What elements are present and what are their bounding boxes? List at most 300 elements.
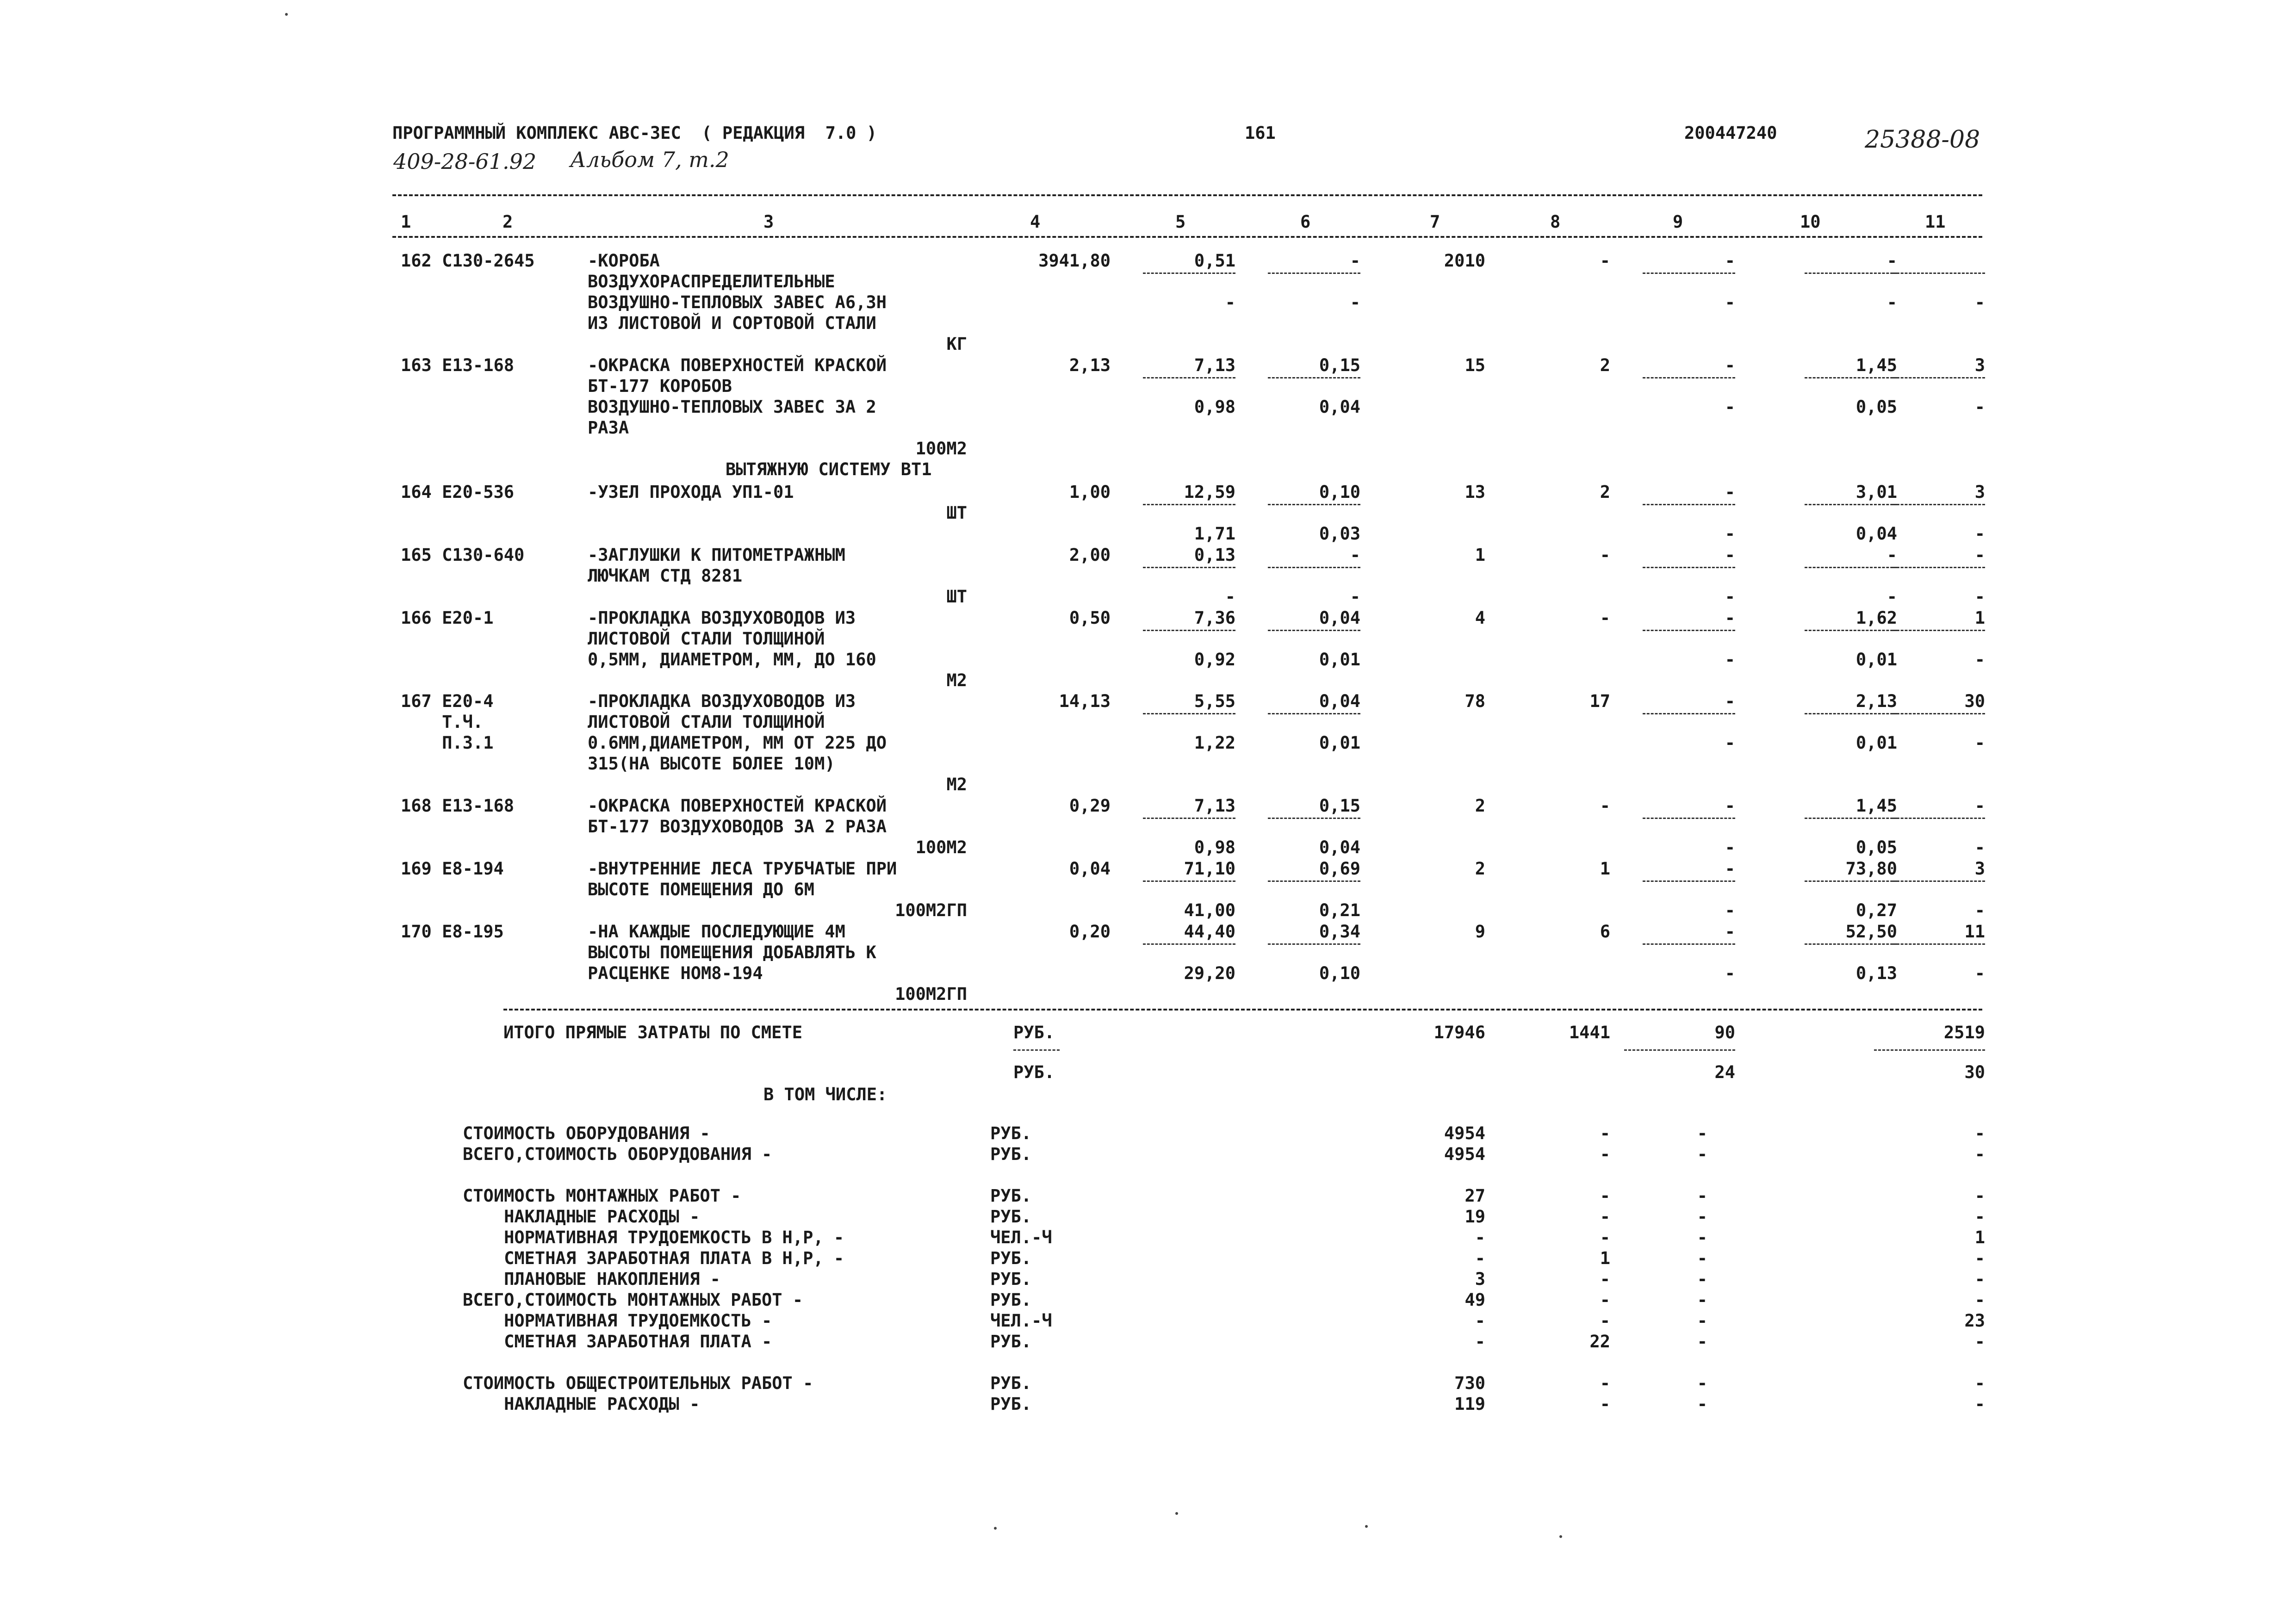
summary-col9-1: - bbox=[1697, 1144, 1707, 1164]
row-8-line-3-col-1: 100М2ГП bbox=[895, 984, 967, 1004]
summary-unit-6: РУБ. bbox=[990, 1248, 1032, 1268]
value-pair-rule bbox=[1893, 567, 1985, 568]
row-5-line-2-col-1: 0.6ММ,ДИАМЕТРОМ, ММ ОТ 225 ДО bbox=[588, 733, 887, 753]
value-pair-rule bbox=[1893, 504, 1985, 505]
row-6-line-2-col-3: 0,98 bbox=[1194, 837, 1235, 857]
row-6-line-0-col-4: 0,15 bbox=[1319, 796, 1360, 816]
row-8-line-2-col-1: РАСЦЕНКЕ НОМ8-194 bbox=[588, 963, 763, 983]
value-pair-rule bbox=[1143, 880, 1235, 882]
summary-col9-5: - bbox=[1697, 1228, 1707, 1247]
summary-col8-5: - bbox=[1600, 1228, 1610, 1247]
summary-label-8: ВСЕГО,СТОИМОСТЬ МОНТАЖНЫХ РАБОТ - bbox=[463, 1290, 803, 1310]
totals-unit-second: РУБ. bbox=[1013, 1062, 1055, 1082]
row-8-line-0-col-6: 6 bbox=[1600, 922, 1610, 942]
including-label: В ТОМ ЧИСЛЕ: bbox=[763, 1085, 887, 1104]
value-pair-rule bbox=[1143, 504, 1235, 505]
value-pair-rule bbox=[1268, 504, 1360, 505]
row-7-line-0-col-6: 1 bbox=[1600, 859, 1610, 879]
totals-col11-rule bbox=[1874, 1049, 1985, 1051]
summary-col7-4: 19 bbox=[1464, 1207, 1485, 1227]
row-0-line-0-col-5: 2010 bbox=[1444, 251, 1485, 271]
value-pair-rule bbox=[1643, 818, 1735, 819]
summary-col11-9: 23 bbox=[1964, 1311, 1985, 1331]
summary-col11-4: - bbox=[1974, 1207, 1985, 1227]
scan-speck bbox=[1365, 1525, 1368, 1528]
row-0-line-0-col-7: - bbox=[1725, 251, 1735, 271]
row-2-line-2-col-7: - bbox=[1725, 524, 1735, 544]
summary-col7-5: - bbox=[1475, 1228, 1485, 1247]
row-0-line-2-col-4: - bbox=[1350, 292, 1360, 312]
row-7-line-2-col-8: 0,27 bbox=[1855, 900, 1897, 920]
row-2-line-0-col-0: 164 Е20-536 bbox=[401, 482, 515, 502]
summary-unit-3: РУБ. bbox=[990, 1186, 1032, 1206]
row-8-line-2-col-8: 0,13 bbox=[1855, 963, 1897, 983]
row-3-line-0-col-0: 165 С130-640 bbox=[401, 545, 525, 565]
summary-col8-3: - bbox=[1600, 1186, 1610, 1206]
row-3-line-2-col-7: - bbox=[1725, 587, 1735, 607]
summary-label-6: СМЕТНАЯ ЗАРАБОТНАЯ ПЛАТА В Н,Р, - bbox=[463, 1248, 844, 1268]
row-3-line-0-col-7: - bbox=[1725, 545, 1735, 565]
row-3-line-0-col-3: 0,13 bbox=[1194, 545, 1235, 565]
summary-col11-8: - bbox=[1974, 1290, 1985, 1310]
row-4-line-1-col-1: ЛИСТОВОЙ СТАЛИ ТОЛЩИНОЙ bbox=[588, 629, 825, 649]
row-5-line-2-col-0: П.3.1 bbox=[401, 733, 494, 753]
row-4-line-3-col-1: М2 bbox=[946, 670, 967, 690]
row-5-line-0-col-4: 0,04 bbox=[1319, 691, 1360, 711]
row-4-line-2-col-9: - bbox=[1974, 650, 1985, 670]
row-7-line-1-col-1: ВЫСОТЕ ПОМЕЩЕНИЯ ДО 6М bbox=[588, 880, 815, 899]
value-pair-rule bbox=[1805, 273, 1897, 274]
header-rule-bottom bbox=[392, 236, 1982, 238]
row-3-line-2-col-9: - bbox=[1974, 587, 1985, 607]
summary-col11-0: - bbox=[1974, 1123, 1985, 1143]
row-6-line-2-col-1: 100М2 bbox=[915, 837, 967, 857]
row-0-line-0-col-4: - bbox=[1350, 251, 1360, 271]
row-4-line-0-col-1: -ПРОКЛАДКА ВОЗДУХОВОДОВ ИЗ bbox=[588, 608, 856, 628]
row-1-line-2-col-9: - bbox=[1974, 397, 1985, 417]
summary-col8-6: 1 bbox=[1600, 1248, 1610, 1268]
row-7-line-0-col-3: 71,10 bbox=[1184, 859, 1235, 879]
summary-label-5: НОРМАТИВНАЯ ТРУДОЕМКОСТЬ В Н,Р, - bbox=[463, 1228, 844, 1247]
row-1-line-2-col-4: 0,04 bbox=[1319, 397, 1360, 417]
summary-col9-8: - bbox=[1697, 1290, 1707, 1310]
row-0-line-2-col-7: - bbox=[1725, 292, 1735, 312]
summary-label-13: НАКЛАДНЫЕ РАСХОДЫ - bbox=[463, 1394, 700, 1414]
row-7-line-0-col-0: 169 Е8-194 bbox=[401, 859, 504, 879]
row-7-line-2-col-9: - bbox=[1974, 900, 1985, 920]
row-8-line-0-col-9: 11 bbox=[1964, 922, 1985, 942]
totals-col7: 17946 bbox=[1433, 1023, 1485, 1042]
row-6-line-0-col-5: 2 bbox=[1475, 796, 1485, 816]
row-8-line-1-col-1: ВЫСОТЫ ПОМЕЩЕНИЯ ДОБАВЛЯТЬ К bbox=[588, 942, 876, 962]
row-6-line-0-col-2: 0,29 bbox=[1069, 796, 1111, 816]
value-pair-rule bbox=[1268, 713, 1360, 714]
row-5-line-0-col-0: 167 Е20-4 bbox=[401, 691, 494, 711]
row-7-line-0-col-4: 0,69 bbox=[1319, 859, 1360, 879]
value-pair-rule bbox=[1143, 713, 1235, 714]
value-pair-rule bbox=[1143, 818, 1235, 819]
row-7-line-0-col-5: 2 bbox=[1475, 859, 1485, 879]
row-5-line-2-col-9: - bbox=[1974, 733, 1985, 753]
totals-unit: РУБ. bbox=[1013, 1023, 1055, 1042]
row-0-line-1-col-1: ВОЗДУХОРАСПРЕДЕЛИТЕЛЬНЫЕ bbox=[588, 272, 835, 291]
row-1-line-2-col-7: - bbox=[1725, 397, 1735, 417]
row-0-line-2-col-9: - bbox=[1974, 292, 1985, 312]
row-0-line-2-col-3: - bbox=[1225, 292, 1235, 312]
summary-label-9: НОРМАТИВНАЯ ТРУДОЕМКОСТЬ - bbox=[463, 1311, 772, 1331]
row-4-line-2-col-4: 0,01 bbox=[1319, 650, 1360, 670]
row-4-line-0-col-3: 7,36 bbox=[1194, 608, 1235, 628]
row-8-line-0-col-4: 0,34 bbox=[1319, 922, 1360, 942]
row-1-line-2-col-8: 0,05 bbox=[1855, 397, 1897, 417]
value-pair-rule bbox=[1643, 273, 1735, 274]
program-title: ПРОГРАММНЫЙ КОМПЛЕКС АВС-ЗЕС ( РЕДАКЦИЯ 7.0 ) bbox=[392, 123, 877, 143]
summary-col7-3: 27 bbox=[1464, 1186, 1485, 1206]
summary-label-7: ПЛАНОВЫЕ НАКОПЛЕНИЯ - bbox=[463, 1269, 720, 1289]
summary-col9-10: - bbox=[1697, 1332, 1707, 1352]
summary-col11-3: - bbox=[1974, 1186, 1985, 1206]
row-4-line-0-col-2: 0,50 bbox=[1069, 608, 1111, 628]
totals-label: ИТОГО ПРЯМЫЕ ЗАТРАТЫ ПО СМЕТЕ bbox=[503, 1023, 803, 1042]
handwritten-doc-number: 25388-08 bbox=[1865, 126, 1980, 154]
row-8-line-0-col-0: 170 Е8-195 bbox=[401, 922, 504, 942]
row-1-line-2-col-3: 0,98 bbox=[1194, 397, 1235, 417]
row-7-line-2-col-7: - bbox=[1725, 900, 1735, 920]
value-pair-rule bbox=[1805, 504, 1897, 505]
summary-label-4: НАКЛАДНЫЕ РАСХОДЫ - bbox=[463, 1207, 700, 1227]
row-1-line-0-col-1: -ОКРАСКА ПОВЕРХНОСТЕЙ КРАСКОЙ bbox=[588, 355, 887, 375]
row-3-line-2-col-8: - bbox=[1886, 587, 1897, 607]
row-0-line-3-col-1: ИЗ ЛИСТОВОЙ И СОРТОВОЙ СТАЛИ bbox=[588, 313, 876, 333]
value-pair-rule bbox=[1805, 880, 1897, 882]
summary-label-1: ВСЕГО,СТОИМОСТЬ ОБОРУДОВАНИЯ - bbox=[463, 1144, 772, 1164]
row-0-line-0-col-3: 0,51 bbox=[1194, 251, 1235, 271]
column-number-7: 7 bbox=[1430, 212, 1440, 232]
summary-unit-7: РУБ. bbox=[990, 1269, 1032, 1289]
value-pair-rule bbox=[1643, 630, 1735, 631]
summary-col9-9: - bbox=[1697, 1311, 1707, 1331]
row-5-line-0-col-8: 2,13 bbox=[1855, 691, 1897, 711]
row-7-line-0-col-8: 73,80 bbox=[1845, 859, 1897, 879]
row-7-line-0-col-9: 3 bbox=[1974, 859, 1985, 879]
row-0-line-0-col-6: - bbox=[1600, 251, 1610, 271]
row-6-line-0-col-0: 168 Е13-168 bbox=[401, 796, 515, 816]
row-3-line-0-col-9: - bbox=[1974, 545, 1985, 565]
value-pair-rule bbox=[1268, 818, 1360, 819]
row-4-line-0-col-6: - bbox=[1600, 608, 1610, 628]
summary-unit-4: РУБ. bbox=[990, 1207, 1032, 1227]
row-7-line-0-col-7: - bbox=[1725, 859, 1735, 879]
summary-label-3: СТОИМОСТЬ МОНТАЖНЫХ РАБОТ - bbox=[463, 1186, 741, 1206]
totals-col9: 90 bbox=[1714, 1023, 1735, 1042]
summary-col7-6: - bbox=[1475, 1248, 1485, 1268]
row-6-line-2-col-9: - bbox=[1974, 837, 1985, 857]
album-reference: Альбом 7, т.2 bbox=[570, 147, 729, 172]
row-5-line-0-col-6: 17 bbox=[1589, 691, 1610, 711]
summary-label-0: СТОИМОСТЬ ОБОРУДОВАНИЯ - bbox=[463, 1123, 710, 1143]
row-0-line-0-col-0: 162 С130-2645 bbox=[401, 251, 535, 271]
summary-col8-9: - bbox=[1600, 1311, 1610, 1331]
column-number-6: 6 bbox=[1300, 212, 1311, 232]
totals-col9-rule bbox=[1624, 1049, 1735, 1051]
summary-unit-12: РУБ. bbox=[990, 1373, 1032, 1393]
summary-label-10: СМЕТНАЯ ЗАРАБОТНАЯ ПЛАТА - bbox=[463, 1332, 772, 1352]
summary-col11-10: - bbox=[1974, 1332, 1985, 1352]
row-6-line-2-col-8: 0,05 bbox=[1855, 837, 1897, 857]
row-1-line-0-col-5: 15 bbox=[1464, 355, 1485, 375]
totals-col11: 2519 bbox=[1943, 1023, 1985, 1042]
row-6-line-2-col-7: - bbox=[1725, 837, 1735, 857]
row-3-line-0-col-4: - bbox=[1350, 545, 1360, 565]
value-pair-rule bbox=[1805, 377, 1897, 378]
value-pair-rule bbox=[1143, 567, 1235, 568]
row-3-line-0-col-5: 1 bbox=[1475, 545, 1485, 565]
scan-speck bbox=[1175, 1512, 1178, 1515]
row-1-line-0-col-7: - bbox=[1725, 355, 1735, 375]
row-3-line-0-col-2: 2,00 bbox=[1069, 545, 1111, 565]
row-1-line-0-col-2: 2,13 bbox=[1069, 355, 1111, 375]
row-4-line-2-col-8: 0,01 bbox=[1855, 650, 1897, 670]
page-number: 161 bbox=[1245, 123, 1276, 143]
value-pair-rule bbox=[1893, 713, 1985, 714]
summary-col7-7: 3 bbox=[1475, 1269, 1485, 1289]
row-6-line-0-col-3: 7,13 bbox=[1194, 796, 1235, 816]
row-6-line-0-col-6: - bbox=[1600, 796, 1610, 816]
summary-col8-13: - bbox=[1600, 1394, 1610, 1414]
totals-col9-second: 24 bbox=[1714, 1062, 1735, 1082]
scan-speck bbox=[1559, 1535, 1562, 1538]
row-1-line-5-col-1: ВЫТЯЖНУЮ СИСТЕМУ ВТ1 bbox=[726, 459, 932, 479]
row-5-line-2-col-3: 1,22 bbox=[1194, 733, 1235, 753]
row-5-line-4-col-1: М2 bbox=[946, 775, 967, 794]
scan-speck bbox=[994, 1527, 997, 1530]
summary-unit-1: РУБ. bbox=[990, 1144, 1032, 1164]
summary-col11-6: - bbox=[1974, 1248, 1985, 1268]
value-pair-rule bbox=[1143, 377, 1235, 378]
row-0-line-4-col-1: КГ bbox=[946, 334, 967, 354]
summary-col8-10: 22 bbox=[1589, 1332, 1610, 1352]
row-5-line-0-col-1: -ПРОКЛАДКА ВОЗДУХОВОДОВ ИЗ bbox=[588, 691, 856, 711]
row-5-line-1-col-1: ЛИСТОВОЙ СТАЛИ ТОЛЩИНОЙ bbox=[588, 712, 825, 732]
row-2-line-0-col-2: 1,00 bbox=[1069, 482, 1111, 502]
totals-col8: 1441 bbox=[1569, 1023, 1610, 1042]
summary-col9-0: - bbox=[1697, 1123, 1707, 1143]
row-4-line-0-col-7: - bbox=[1725, 608, 1735, 628]
row-8-line-2-col-9: - bbox=[1974, 963, 1985, 983]
summary-col7-12: 730 bbox=[1454, 1373, 1485, 1393]
row-1-line-0-col-4: 0,15 bbox=[1319, 355, 1360, 375]
summary-col9-3: - bbox=[1697, 1186, 1707, 1206]
summary-col7-0: 4954 bbox=[1444, 1123, 1485, 1143]
summary-col11-12: - bbox=[1974, 1373, 1985, 1393]
column-number-3: 3 bbox=[763, 212, 774, 232]
value-pair-rule bbox=[1143, 943, 1235, 945]
row-5-line-1-col-0: Т.Ч. bbox=[401, 712, 484, 732]
column-number-9: 9 bbox=[1673, 212, 1683, 232]
row-2-line-0-col-5: 13 bbox=[1464, 482, 1485, 502]
row-6-line-0-col-8: 1,45 bbox=[1855, 796, 1897, 816]
row-0-line-2-col-8: - bbox=[1886, 292, 1897, 312]
row-8-line-2-col-3: 29,20 bbox=[1184, 963, 1235, 983]
value-pair-rule bbox=[1268, 943, 1360, 945]
row-1-line-0-col-8: 1,45 bbox=[1855, 355, 1897, 375]
summary-col7-13: 119 bbox=[1454, 1394, 1485, 1414]
value-pair-rule bbox=[1805, 630, 1897, 631]
row-2-line-0-col-8: 3,01 bbox=[1855, 482, 1897, 502]
summary-col7-8: 49 bbox=[1464, 1290, 1485, 1310]
row-6-line-0-col-1: -ОКРАСКА ПОВЕРХНОСТЕЙ КРАСКОЙ bbox=[588, 796, 887, 816]
row-4-line-0-col-5: 4 bbox=[1475, 608, 1485, 628]
column-number-2: 2 bbox=[503, 212, 513, 232]
row-0-line-0-col-1: -КОРОБА bbox=[588, 251, 660, 271]
row-6-line-0-col-7: - bbox=[1725, 796, 1735, 816]
row-5-line-2-col-7: - bbox=[1725, 733, 1735, 753]
column-number-5: 5 bbox=[1175, 212, 1186, 232]
value-pair-rule bbox=[1893, 273, 1985, 274]
summary-col11-7: - bbox=[1974, 1269, 1985, 1289]
row-3-line-0-col-1: -ЗАГЛУШКИ К ПИТОМЕТРАЖНЫМ bbox=[588, 545, 845, 565]
row-7-line-0-col-2: 0,04 bbox=[1069, 859, 1111, 879]
value-pair-rule bbox=[1643, 880, 1735, 882]
row-6-line-2-col-4: 0,04 bbox=[1319, 837, 1360, 857]
row-2-line-2-col-8: 0,04 bbox=[1855, 524, 1897, 544]
value-pair-rule bbox=[1893, 880, 1985, 882]
row-4-line-2-col-7: - bbox=[1725, 650, 1735, 670]
totals-unit-rule bbox=[1013, 1049, 1060, 1051]
row-4-line-2-col-1: 0,5ММ, ДИАМЕТРОМ, ММ, ДО 160 bbox=[588, 650, 876, 670]
row-1-line-0-col-9: 3 bbox=[1974, 355, 1985, 375]
summary-unit-10: РУБ. bbox=[990, 1332, 1032, 1352]
row-1-line-0-col-0: 163 Е13-168 bbox=[401, 355, 515, 375]
row-8-line-0-col-2: 0,20 bbox=[1069, 922, 1111, 942]
value-pair-rule bbox=[1268, 630, 1360, 631]
value-pair-rule bbox=[1643, 377, 1735, 378]
summary-col8-12: - bbox=[1600, 1373, 1610, 1393]
row-2-line-0-col-1: -УЗЕЛ ПРОХОДА УП1-01 bbox=[588, 482, 794, 502]
summary-col7-9: - bbox=[1475, 1311, 1485, 1331]
row-6-line-0-col-9: - bbox=[1974, 796, 1985, 816]
summary-col7-1: 4954 bbox=[1444, 1144, 1485, 1164]
row-4-line-0-col-4: 0,04 bbox=[1319, 608, 1360, 628]
row-5-line-0-col-9: 30 bbox=[1964, 691, 1985, 711]
row-8-line-0-col-1: -НА КАЖДЫЕ ПОСЛЕДУЮЩИЕ 4М bbox=[588, 922, 845, 942]
row-7-line-2-col-1: 100М2ГП bbox=[895, 900, 967, 920]
summary-col9-4: - bbox=[1697, 1207, 1707, 1227]
column-number-4: 4 bbox=[1030, 212, 1041, 232]
row-1-line-1-col-1: БТ-177 КОРОБОВ bbox=[588, 376, 732, 396]
row-8-line-0-col-5: 9 bbox=[1475, 922, 1485, 942]
row-0-line-2-col-1: ВОЗДУШНО-ТЕПЛОВЫХ ЗАВЕС А6,3Н bbox=[588, 292, 887, 312]
value-pair-rule bbox=[1143, 630, 1235, 631]
row-7-line-2-col-3: 41,00 bbox=[1184, 900, 1235, 920]
value-pair-rule bbox=[1643, 713, 1735, 714]
row-7-line-0-col-1: -ВНУТРЕННИЕ ЛЕСА ТРУБЧАТЫЕ ПРИ bbox=[588, 859, 897, 879]
row-3-line-2-col-3: - bbox=[1225, 587, 1235, 607]
row-5-line-0-col-5: 78 bbox=[1464, 691, 1485, 711]
row-2-line-0-col-7: - bbox=[1725, 482, 1735, 502]
row-4-line-2-col-3: 0,92 bbox=[1194, 650, 1235, 670]
summary-col8-4: - bbox=[1600, 1207, 1610, 1227]
summary-col11-5: 1 bbox=[1974, 1228, 1985, 1247]
row-3-line-0-col-6: - bbox=[1600, 545, 1610, 565]
totals-rule bbox=[503, 1009, 1982, 1011]
row-1-line-3-col-1: РАЗА bbox=[588, 418, 629, 438]
summary-label-12: СТОИМОСТЬ ОБЩЕСТРОИТЕЛЬНЫХ РАБОТ - bbox=[463, 1373, 813, 1393]
row-5-line-2-col-8: 0,01 bbox=[1855, 733, 1897, 753]
row-3-line-0-col-8: - bbox=[1886, 545, 1897, 565]
summary-unit-5: ЧЕЛ.-Ч bbox=[990, 1228, 1052, 1247]
row-3-line-2-col-1: ШТ bbox=[946, 587, 967, 607]
value-pair-rule bbox=[1268, 880, 1360, 882]
summary-col7-10: - bbox=[1475, 1332, 1485, 1352]
scan-speck bbox=[285, 13, 288, 16]
column-number-10: 10 bbox=[1800, 212, 1821, 232]
row-3-line-2-col-4: - bbox=[1350, 587, 1360, 607]
row-6-line-1-col-1: БТ-177 ВОЗДУХОВОДОВ ЗА 2 РАЗА bbox=[588, 817, 887, 837]
summary-unit-13: РУБ. bbox=[990, 1394, 1032, 1414]
value-pair-rule bbox=[1805, 567, 1897, 568]
summary-unit-0: РУБ. bbox=[990, 1123, 1032, 1143]
row-8-line-0-col-8: 52,50 bbox=[1845, 922, 1897, 942]
summary-col8-7: - bbox=[1600, 1269, 1610, 1289]
row-8-line-0-col-3: 44,40 bbox=[1184, 922, 1235, 942]
row-4-line-0-col-8: 1,62 bbox=[1855, 608, 1897, 628]
value-pair-rule bbox=[1143, 273, 1235, 274]
summary-unit-9: ЧЕЛ.-Ч bbox=[990, 1311, 1052, 1331]
value-pair-rule bbox=[1805, 943, 1897, 945]
row-2-line-2-col-9: - bbox=[1974, 524, 1985, 544]
row-7-line-2-col-4: 0,21 bbox=[1319, 900, 1360, 920]
summary-col8-1: - bbox=[1600, 1144, 1610, 1164]
value-pair-rule bbox=[1893, 943, 1985, 945]
summary-col9-12: - bbox=[1697, 1373, 1707, 1393]
value-pair-rule bbox=[1268, 273, 1360, 274]
row-5-line-0-col-7: - bbox=[1725, 691, 1735, 711]
summary-col9-6: - bbox=[1697, 1248, 1707, 1268]
value-pair-rule bbox=[1805, 713, 1897, 714]
value-pair-rule bbox=[1893, 818, 1985, 819]
column-number-8: 8 bbox=[1550, 212, 1561, 232]
column-number-1: 1 bbox=[401, 212, 411, 232]
summary-col8-0: - bbox=[1600, 1123, 1610, 1143]
row-5-line-2-col-4: 0,01 bbox=[1319, 733, 1360, 753]
row-4-line-0-col-0: 166 Е20-1 bbox=[401, 608, 494, 628]
value-pair-rule bbox=[1268, 567, 1360, 568]
value-pair-rule bbox=[1643, 943, 1735, 945]
row-1-line-4-col-1: 100М2 bbox=[915, 439, 967, 459]
row-2-line-1-col-1: ШТ bbox=[946, 503, 967, 523]
row-2-line-0-col-4: 0,10 bbox=[1319, 482, 1360, 502]
row-2-line-2-col-4: 0,03 bbox=[1319, 524, 1360, 544]
summary-col9-7: - bbox=[1697, 1269, 1707, 1289]
value-pair-rule bbox=[1805, 818, 1897, 819]
handwritten-project-code: 409-28-61.92 bbox=[393, 149, 537, 174]
row-8-line-2-col-4: 0,10 bbox=[1319, 963, 1360, 983]
summary-col11-13: - bbox=[1974, 1394, 1985, 1414]
totals-col11-second: 30 bbox=[1964, 1062, 1985, 1082]
row-1-line-0-col-6: 2 bbox=[1600, 355, 1610, 375]
row-2-line-0-col-9: 3 bbox=[1974, 482, 1985, 502]
summary-col11-1: - bbox=[1974, 1144, 1985, 1164]
row-3-line-1-col-1: ЛЮЧКАМ СТД 8281 bbox=[588, 566, 743, 586]
row-2-line-2-col-3: 1,71 bbox=[1194, 524, 1235, 544]
row-2-line-0-col-6: 2 bbox=[1600, 482, 1610, 502]
row-5-line-0-col-3: 5,55 bbox=[1194, 691, 1235, 711]
value-pair-rule bbox=[1893, 377, 1985, 378]
value-pair-rule bbox=[1893, 630, 1985, 631]
summary-col8-8: - bbox=[1600, 1290, 1610, 1310]
header-rule-top bbox=[392, 194, 1982, 196]
